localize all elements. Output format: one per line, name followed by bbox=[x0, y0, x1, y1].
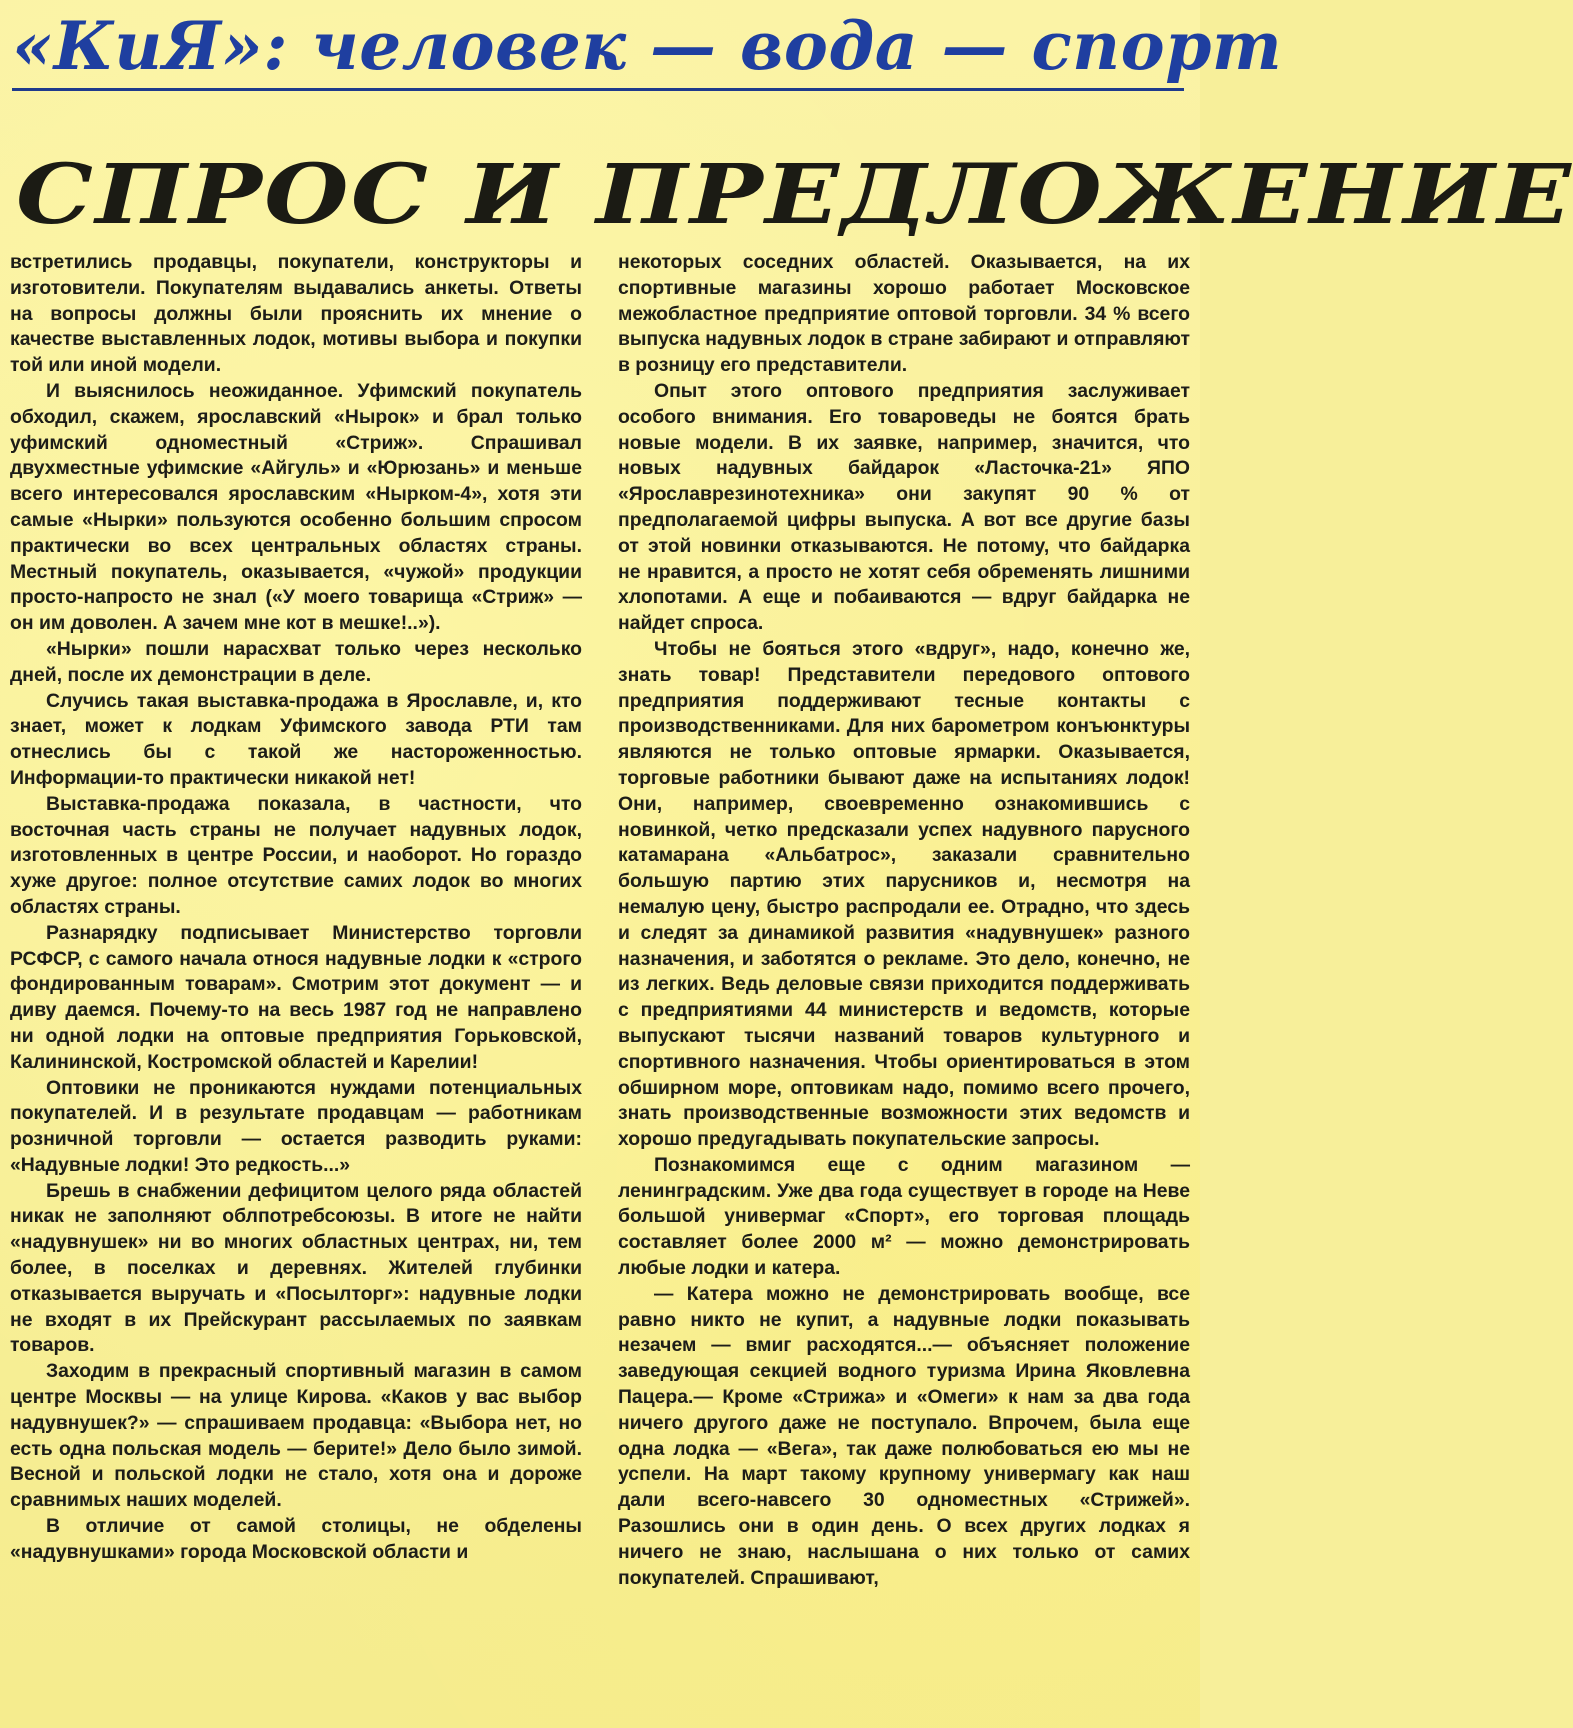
left-text-column bbox=[10, 250, 582, 1720]
right-text-column bbox=[618, 250, 1190, 1720]
paragraph: В отличие от самой столицы, не обделены «надувнушками» города Московской области и bbox=[10, 1515, 582, 1563]
paragraph: — Катера можно не демонстрировать вообще, все равно никто не купит, а надувные лодки показывать незачем — вмиг расходятся...— объясняет положение заведующая секцией водного туризма Ирина Яковлевна Пацера.— Кроме «Стрижа» и «Омеги» к нам за два года ничего другого даже не поступало. Впрочем, была еще одна лодка — «Вега», так даже полюбоваться ею мы не успели. На март такому крупному универмагу как наш дали всего-навсего 30 одноместных «Стрижей». Разошлись они в один день. О всех других лодках я ничего не знаю, наслышана о них только от самих покупателей. Спрашивают, bbox=[618, 1282, 1190, 1589]
paragraph: Выставка-продажа показала, в частности, что восточная часть страны не получает надувных лодок, изготовленных в центре России, и наоборот. Но гораздо хуже другое: полное отсутствие самих лодок во многих областях страны. bbox=[10, 792, 582, 918]
section-rubric bbox=[12, 4, 1283, 91]
paragraph: некоторых соседних областей. Оказывается, на их спортивные магазины хорошо работает Московское межобластное предприятие оптовой торговли. 34 % всего выпуска надувных лодок в стране забирают и отправляют в розницу его представители. bbox=[618, 251, 1190, 377]
paragraph: Познакомимся еще с одним магазином — ленинградским. Уже два года существует в городе на Неве большой универмаг «Спорт», его торговая площадь составляет более 2000 м² — можно демонстрировать любые лодки и катера. bbox=[618, 1153, 1190, 1280]
paragraph: встретились продавцы, покупатели, конструкторы и изготовители. Покупателям выдавались анкеты. Ответы на вопросы должны были прояснить их мнение о качестве выставленных лодок, мотивы выбора и покупки той или иной модели. bbox=[10, 251, 582, 377]
paragraph: И выяснилось неожиданное. Уфимский покупатель обходил, скажем, ярославский «Нырок» и брал только уфимский одноместный «Стриж». Спрашивал двухместные уфимские «Айгуль» и «Юрюзань» и меньше всего интересовался ярославским «Нырком-4», хотя эти самые «Нырки» пользуются особенно большим спросом практически во всех центральных областях страны. Местный покупатель, оказывается, «чужой» продукции просто-напросто не знал («У моего товарища «Стриж» — он им доволен. А зачем мне кот в мешке!..»). bbox=[10, 379, 582, 635]
rubric-title: «КиЯ»: человек — вода — спорт bbox=[12, 7, 1283, 85]
paragraph: Брешь в снабжении дефицитом целого ряда областей никак не заполняют облпотребсоюзы. В итоге не найти «надувнушек» ни во многих областных центрах, ни, тем более, в поселках и деревнях. Жителей глубинки отказывается выручать и «Посылторг»: надувные лодки не входят в их Прейскурант рассылаемых по заявкам товаров. bbox=[10, 1179, 582, 1357]
paragraph: Оптовики не проникаются нуждами потенциальных покупателей. И в результате продавцам — работникам розничной торговли — остается разводить руками: «Надувные лодки! Это редкость...» bbox=[10, 1076, 582, 1176]
paragraph: Случись такая выставка-продажа в Ярославле, и, кто знает, может к лодкам Уфимского завода РТИ там отнеслись бы с такой же настороженностью. Информации-то практически никакой нет! bbox=[10, 689, 582, 789]
paragraph: «Нырки» пошли нарасхват только через несколько дней, после их демонстрации в деле. bbox=[10, 637, 582, 686]
paragraph: Разнарядку подписывает Министерство торговли РСФСР, с самого начала относя надувные лодки к «строго фондированным товарам». Смотрим этот документ — и диву даемся. Почему-то на весь 1987 год не направлено ни одной лодки на оптовые предприятия Горьковской, Калининской, Костромской областей и Карелии! bbox=[10, 921, 582, 1073]
paragraph: Заходим в прекрасный спортивный магазин в самом центре Москвы — на улице Кирова. «Каков у вас выбор надувнушек?» — спрашиваем продавца: «Выбора нет, но есть одна польская модель — берите!» Дело было зимой. Весной и польской лодки не стало, хотя она и дороже сравнимых наших моделей. bbox=[10, 1360, 582, 1512]
paragraph: Опыт этого оптового предприятия заслуживает особого внимания. Его товароведы не боятся брать новые модели. В их заявке, например, значится, что новых надувных байдарок «Ласточка-21» ЯПО «Ярославрезинотехника» они закупят 90 % от предполагаемой цифры выпуска. А вот все другие базы от этой новинки отказываются. Не потому, что байдарка не нравится, а просто не хотят себя обременять лишними хлопотами. А еще и побаиваются — вдруг байдарка не найдет спроса. bbox=[618, 379, 1190, 635]
paragraph: Чтобы не бояться этого «вдруг», надо, конечно же, знать товар! Представители передового оптового предприятия поддерживают тесные контакты с производственниками. Для них барометром конъюнктуры являются не только оптовые ярмарки. Оказывается, торговые работники бывают даже на испытаниях лодок! Они, например, своевременно ознакомившись с новинкой, четко предсказали успех надувного парусного катамарана «Альбатрос», заказали сравнительно большую партию этих парусников и, несмотря на немалую цену, быстро распродали ее. Отрадно, что здесь и следят за динамикой развития «надувнушек» разного назначения, и заботятся о рекламе. Это дело, конечно, не из легких. Ведь деловые связи приходится поддерживать с предприятиями 44 министерств и ведомств, которые выпускают тысячи названий товаров культурного и спортивного назначения. Чтобы ориентироваться в этом обширном море, оптовикам надо, помимо всего прочего, знать производственные возможности этих ведомств и хорошо предугадывать покупательские запросы. bbox=[618, 637, 1190, 1151]
article-headline: СПРОС И ПРЕДЛОЖЕНИЕ bbox=[16, 147, 1573, 243]
